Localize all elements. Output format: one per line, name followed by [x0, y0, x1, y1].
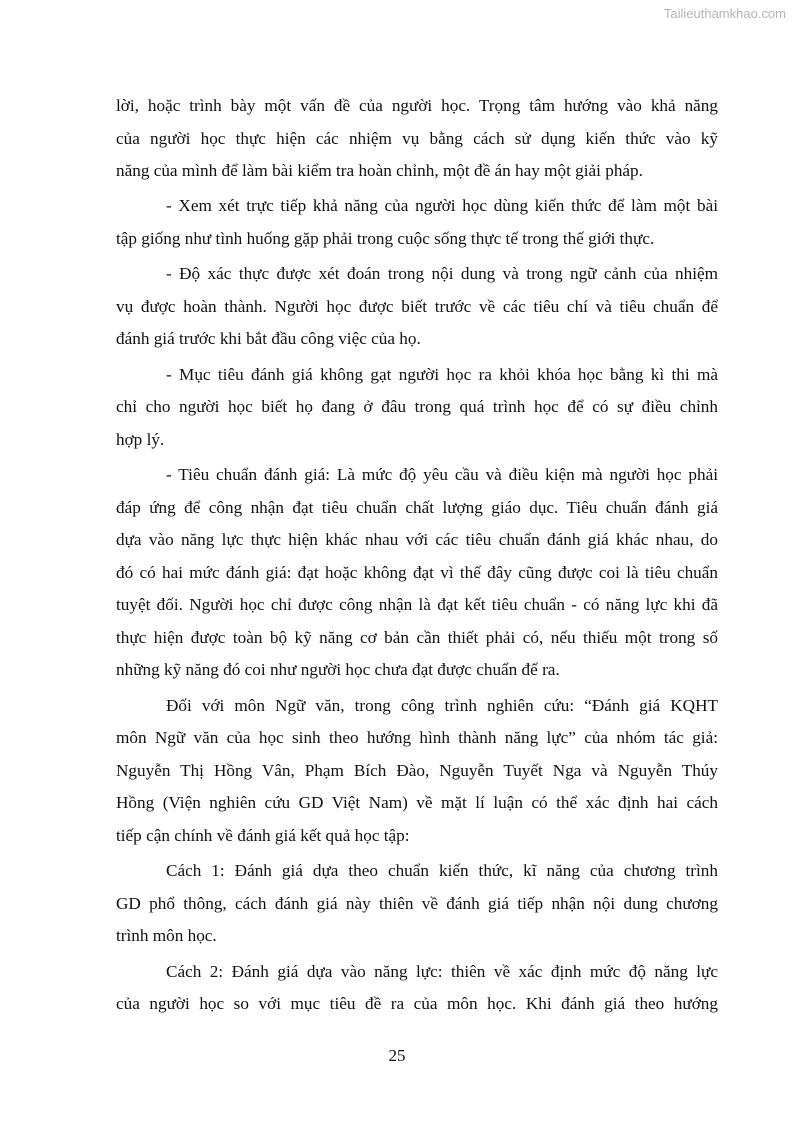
paragraph: [116, 690, 718, 853]
text-line: năng của mình để làm bài kiểm tra hoàn chỉnh, một đề án hay một giải pháp.: [116, 161, 643, 181]
text-line: lời, hoặc trình bày một vấn đề của người học. Trọng tâm hướng vào khả năng: [116, 96, 718, 115]
text-line: tuyệt đối. Người học chỉ được công nhận là đạt kết tiêu chuẩn - có năng lực khi đã: [116, 595, 718, 615]
text-line: Đối với môn Ngữ văn, trong công trình nghiên cứu: “Đánh giá KQHT: [166, 695, 718, 715]
paragraph: [116, 90, 718, 188]
text-line: - Mục tiêu đánh giá không gạt người học ra khỏi khóa học bằng kì thi mà: [166, 364, 718, 384]
text-line: GD phổ thông, cách đánh giá này thiên về đánh giá tiếp nhận nội dung chương: [116, 893, 718, 913]
page-number: 25: [388, 1046, 406, 1065]
text-line: Nguyễn Thị Hồng Vân, Phạm Bích Đào, Nguyễn Tuyết Nga và Nguyễn Thúy: [116, 760, 718, 780]
text-line: chỉ cho người học biết họ đang ở đâu trong quá trình học để có sự điều chỉnh: [116, 397, 718, 417]
text-line: vụ được hoàn thành. Người học được biết trước về các tiêu chí và tiêu chuẩn để: [116, 296, 718, 316]
text-line: đó có hai mức đánh giá: đạt hoặc không đạt vì thế đây cũng được coi là tiêu chuẩn: [116, 562, 718, 582]
paragraph: [116, 258, 718, 356]
text-line: thực hiện được toàn bộ kỹ năng cơ bản cần thiết phải có, nếu thiếu một trong số: [116, 627, 718, 647]
text-line: Cách 2: Đánh giá dựa vào năng lực: thiên về xác định mức độ năng lực: [166, 961, 718, 981]
text-line: của người học thực hiện các nhiệm vụ bằng cách sử dụng kiến thức vào kỹ: [116, 128, 718, 148]
paragraph: [116, 855, 718, 953]
text-line: những kỹ năng đó coi như người học chưa đạt được chuẩn để ra.: [116, 660, 560, 680]
paragraph: [116, 956, 718, 1021]
text-line: đáp ứng để công nhận đạt tiêu chuẩn chất lượng giáo dục. Tiêu chuẩn đánh giá: [116, 497, 718, 517]
text-line: tiếp cận chính về đánh giá kết quả học tập:: [116, 826, 410, 846]
text-line: - Tiêu chuẩn đánh giá: Là mức độ yêu cầu và điều kiện mà người học phải: [166, 464, 718, 484]
text-line: đánh giá trước khi bắt đầu công việc của họ.: [116, 329, 421, 349]
text-line: - Xem xét trực tiếp khả năng của người học dùng kiến thức để làm một bài: [166, 196, 718, 216]
text-line: hợp lý.: [116, 429, 165, 449]
text-line: môn Ngữ văn của học sinh theo hướng hình thành năng lực” của nhóm tác giả:: [116, 728, 718, 748]
text-line: - Độ xác thực được xét đoán trong nội dung và trong ngữ cảnh của nhiệm: [166, 264, 718, 284]
text-line: Cách 1: Đánh giá dựa theo chuẩn kiến thức, kĩ năng của chương trình: [166, 861, 718, 881]
paragraph: [116, 359, 718, 457]
watermark: Tailieuthamkhao.com: [663, 6, 786, 21]
text-line: tập giống như tình huống gặp phải trong cuộc sống thực tế trong thế giới thực.: [116, 228, 655, 248]
text-line: dựa vào năng lực thực hiện khác nhau với các tiêu chuẩn đánh giá khác nhau, do: [116, 530, 718, 550]
text-line: Hồng (Viện nghiên cứu GD Việt Nam) về mặt lí luận có thể xác định hai cách: [116, 793, 718, 813]
paragraph: [116, 459, 718, 687]
text-line: trình môn học.: [116, 926, 217, 946]
document-body: [116, 90, 718, 1023]
text-line: của người học so với mục tiêu đề ra của môn học. Khi đánh giá theo hướng: [116, 994, 718, 1014]
paragraph: [116, 190, 718, 255]
